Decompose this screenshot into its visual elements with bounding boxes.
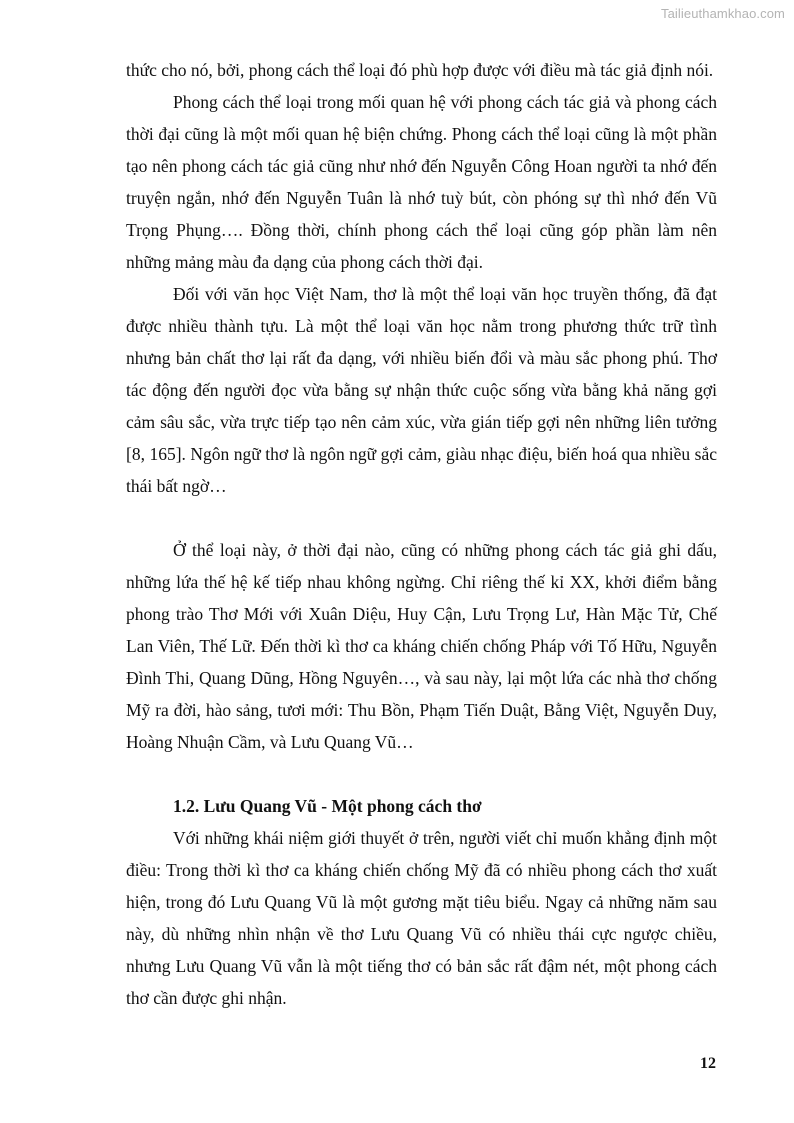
paragraph-vietnamese-poetry: Đối với văn học Việt Nam, thơ là một thể loại văn học truyền thống, đã đạt được nhiều thành tựu. Là một thể loại văn học nằm trong phương thức trữ tình nhưng bản chất thơ lại rất đa dạng, với nhiều biến đổi và màu sắc phong phú. Thơ tác động đến người đọc vừa bằng sự nhận thức cuộc sống vừa bằng khả năng gợi cảm sâu sắc, vừa trực tiếp tạo nên cảm xúc, vừa gián tiếp gợi nên những liên tưởng [8, 165]. Ngôn ngữ thơ là ngôn ngữ gợi cảm, giàu nhạc điệu, biến hoá qua nhiều sắc thái bất ngờ…: [126, 284, 717, 496]
section-heading: 1.2. Lưu Quang Vũ - Một phong cách thơ: [173, 796, 482, 816]
page-number: 12: [700, 1055, 716, 1072]
watermark-text: Tailieuthamkhao.com: [660, 6, 785, 21]
paragraph-poet-generations: Ở thể loại này, ở thời đại nào, cũng có những phong cách tác giả ghi dấu, những lứa thế hệ kế tiếp nhau không ngừng. Chỉ riêng thế kỉ XX, khởi điểm bằng phong trào Thơ Mới với Xuân Diệu, Huy Cận, Lưu Trọng Lư, Hàn Mặc Tử, Chế Lan Viên, Thế Lữ. Đến thời kì thơ ca kháng chiến chống Pháp với Tố Hữu, Nguyễn Đình Thi, Quang Dũng, Hồng Nguyên…, và sau này, lại một lứa các nhà thơ chống Mỹ ra đời, hào sảng, tươi mới: Thu Bồn, Phạm Tiến Duật, Bằng Việt, Nguyễn Duy, Hoàng Nhuận Cầm, và Lưu Quang Vũ…: [126, 540, 717, 752]
paragraph-continuation: thức cho nó, bởi, phong cách thể loại đó phù hợp được với điều mà tác giả định nói.: [126, 60, 714, 80]
document-body: [126, 54, 717, 1014]
paragraph-genre-style-relation: Phong cách thể loại trong mối quan hệ với phong cách tác giả và phong cách thời đại cũng là một mối quan hệ biện chứng. Phong cách thể loại cũng là một phần tạo nên phong cách tác giả cũng như nhớ đến Nguyễn Công Hoan người ta nhớ đến truyện ngắn, nhớ đến Nguyễn Tuân là nhớ tuỳ bút, còn phóng sự thì nhớ đến Vũ Trọng Phụng…. Đồng thời, chính phong cách thể loại cũng góp phần làm nên những mảng màu đa dạng của phong cách thời đại.: [126, 92, 717, 272]
paragraph-luu-quang-vu: Với những khái niệm giới thuyết ở trên, người viết chỉ muốn khẳng định một điều: Trong thời kì thơ ca kháng chiến chống Mỹ đã có nhiều phong cách thơ xuất hiện, trong đó Lưu Quang Vũ là một gương mặt tiêu biểu. Ngay cả những năm sau này, dù những nhìn nhận về thơ Lưu Quang Vũ có nhiều thái cực ngược chiều, nhưng Lưu Quang Vũ vẫn là một tiếng thơ có bản sắc rất đậm nét, một phong cách thơ cần được ghi nhận.: [126, 828, 717, 1008]
